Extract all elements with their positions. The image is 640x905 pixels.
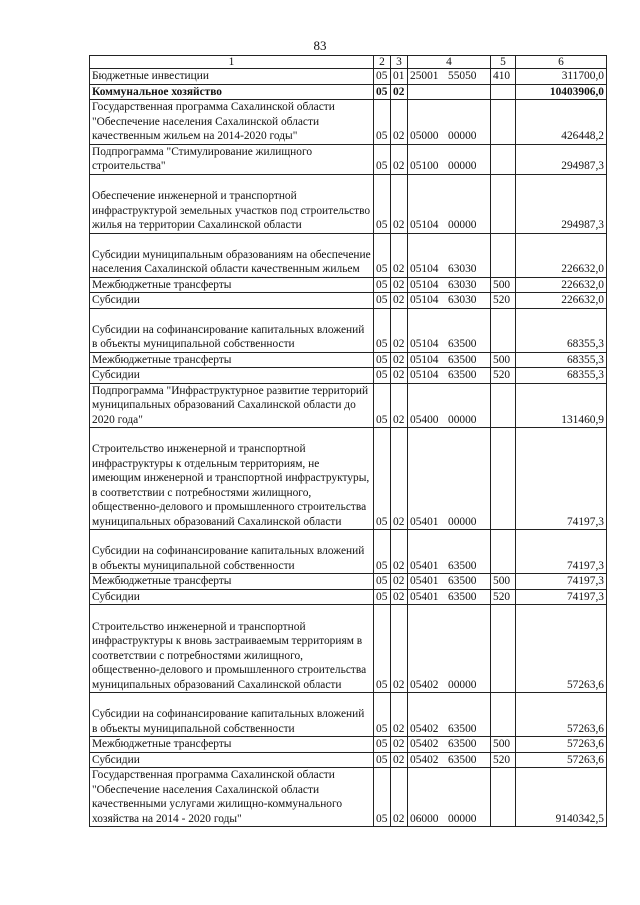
row-expense-type [491,428,516,530]
table-row [90,352,607,368]
row-target-article [408,308,491,352]
target-article-program: 25001 [410,70,439,82]
target-article-direction: 63500 [448,590,477,603]
target-article-direction: 00000 [448,413,477,426]
row-target-article [408,693,491,737]
table-row [90,233,607,277]
row-subsection: 02 [391,605,408,693]
row-expense-type: 410 [491,69,516,85]
row-name: Субсидии на софинансирование капитальных вложений в объекты муниципальной собственности [90,693,374,737]
target-article-program: 05104 [410,338,439,350]
row-name: Бюджетные инвестиции [90,69,374,85]
target-article-program: 05402 [410,722,439,735]
target-article-direction: 63500 [448,575,477,587]
target-article-program: 05401 [410,590,439,603]
row-amount: 74197,3 [516,428,607,530]
row-expense-type [491,693,516,737]
row-section: 05 [374,233,391,277]
row-section: 05 [374,277,391,293]
row-section: 05 [374,737,391,753]
row-target-article [408,174,491,233]
table-row [90,174,607,233]
row-expense-type: 520 [491,589,516,605]
row-target-article [408,100,491,145]
target-article-program: 05402 [410,678,439,691]
row-expense-type: 520 [491,293,516,309]
row-expense-type: 500 [491,737,516,753]
row-target-article [408,737,491,753]
row-expense-type [491,100,516,145]
target-article-program: 05402 [410,738,439,750]
row-name: Субсидии [90,293,374,309]
header-amount: 6 [516,56,607,69]
row-amount: 226632,0 [516,293,607,309]
target-article-direction: 00000 [448,219,477,231]
target-article-program: 05400 [410,413,439,426]
target-article-program: 05401 [410,559,439,572]
table-row [90,752,607,768]
row-target-article [408,752,491,768]
row-amount: 68355,3 [516,368,607,384]
row-subsection: 02 [391,428,408,530]
target-article-direction: 00000 [448,515,477,528]
row-subsection: 02 [391,84,408,100]
row-amount: 74197,3 [516,530,607,574]
row-expense-type [491,144,516,174]
row-name: Строительство инженерной и транспортной инфраструктуры к вновь застраиваемым территориям в соответствии с потребностями жилищного, общественно-делового и промышленного строительства муниципальных образований Сахалинской области [90,605,374,693]
target-article-direction: 63030 [448,263,477,275]
row-amount: 57263,6 [516,693,607,737]
row-amount: 311700,0 [516,69,607,85]
header-row [90,56,607,69]
header-expense-type: 5 [491,56,516,69]
row-name: Обеспечение инженерной и транспортной инфраструктурой земельных участков под строительство жилья на территории Сахалинской области [90,174,374,233]
target-article-direction: 63030 [448,294,477,306]
target-article-direction: 63500 [448,753,477,766]
row-name: Государственная программа Сахалинской области "Обеспечение населения Сахалинской области качественным жильем на 2014-2020 годы" [90,100,374,145]
row-target-article [408,574,491,590]
target-article-program: 05104 [410,278,439,291]
row-target-article [408,768,491,827]
target-article-direction: 63500 [448,369,477,381]
row-section: 05 [374,69,391,85]
row-name: Коммунальное хозяйство [90,84,374,100]
row-section: 05 [374,174,391,233]
row-section: 05 [374,368,391,384]
row-name: Субсидии на софинансирование капитальных вложений в объекты муниципальной собственности [90,308,374,352]
row-target-article [408,530,491,574]
row-subsection: 02 [391,752,408,768]
target-article-program: 05104 [410,369,439,381]
target-article-direction: 63500 [448,338,477,350]
target-article-program: 06000 [410,812,439,825]
target-article-program: 05104 [410,219,439,231]
row-section: 05 [374,605,391,693]
target-article-program: 05401 [410,575,439,587]
target-article-program: 05000 [410,130,439,142]
row-expense-type: 520 [491,752,516,768]
header-section: 2 [374,56,391,69]
row-section: 05 [374,530,391,574]
row-expense-type [491,174,516,233]
target-article-program: 05402 [410,753,439,766]
row-subsection: 02 [391,693,408,737]
target-article-direction: 55050 [448,70,477,82]
row-subsection: 02 [391,589,408,605]
header-name: 1 [90,56,374,69]
row-target-article [408,605,491,693]
row-expense-type [491,605,516,693]
target-article-program: 05104 [410,263,439,275]
row-expense-type [491,233,516,277]
table-row [90,277,607,293]
row-name: Межбюджетные трансферты [90,574,374,590]
row-subsection: 02 [391,144,408,174]
row-amount: 57263,6 [516,752,607,768]
row-section: 05 [374,693,391,737]
row-amount: 226632,0 [516,233,607,277]
row-subsection: 02 [391,368,408,384]
row-name: Межбюджетные трансферты [90,737,374,753]
row-name: Межбюджетные трансферты [90,352,374,368]
row-section: 05 [374,308,391,352]
row-subsection: 02 [391,530,408,574]
row-amount: 226632,0 [516,277,607,293]
table-row [90,768,607,827]
row-name: Субсидии [90,368,374,384]
row-target-article [408,144,491,174]
table-row [90,383,607,428]
row-section: 05 [374,352,391,368]
target-article-direction: 00000 [448,812,477,825]
row-amount: 57263,6 [516,737,607,753]
row-amount: 57263,6 [516,605,607,693]
row-amount: 294987,3 [516,144,607,174]
target-article-program: 05100 [410,160,439,172]
row-subsection: 02 [391,308,408,352]
header-target-article: 4 [408,56,491,69]
table-row [90,368,607,384]
row-expense-type [491,383,516,428]
row-subsection: 02 [391,233,408,277]
row-expense-type: 500 [491,352,516,368]
row-target-article [408,277,491,293]
row-subsection: 02 [391,737,408,753]
table-row [90,308,607,352]
row-amount: 74197,3 [516,574,607,590]
row-subsection: 02 [391,352,408,368]
row-section: 05 [374,574,391,590]
table-row [90,100,607,145]
row-expense-type: 500 [491,574,516,590]
budget-table [89,55,607,827]
row-section: 05 [374,589,391,605]
row-target-article [408,293,491,309]
table-row [90,293,607,309]
row-section: 05 [374,752,391,768]
row-expense-type [491,84,516,100]
row-amount: 426448,2 [516,100,607,145]
row-target-article [408,84,491,100]
row-name: Подпрограмма "Стимулирование жилищного строительства" [90,144,374,174]
target-article-direction: 00000 [448,130,477,142]
row-amount: 68355,3 [516,352,607,368]
row-target-article [408,383,491,428]
row-subsection: 02 [391,277,408,293]
table-row [90,144,607,174]
row-name: Субсидии муниципальным образованиям на обеспечение населения Сахалинской области качественным жильем [90,233,374,277]
table-row [90,693,607,737]
row-target-article [408,69,491,85]
target-article-direction: 00000 [448,678,477,691]
row-section: 05 [374,100,391,145]
row-expense-type: 500 [491,277,516,293]
row-amount: 294987,3 [516,174,607,233]
target-article-direction: 63500 [448,353,477,366]
row-section: 05 [374,84,391,100]
target-article-program: 05104 [410,294,439,306]
row-amount: 9140342,5 [516,768,607,827]
row-name: Подпрограмма "Инфраструктурное развитие территорий муниципальных образований Сахалинской области до 2020 года" [90,383,374,428]
row-section: 05 [374,383,391,428]
row-name: Межбюджетные трансферты [90,277,374,293]
row-amount: 10403906,0 [516,84,607,100]
row-subsection: 02 [391,574,408,590]
row-expense-type [491,308,516,352]
header-subsection: 3 [391,56,408,69]
table-row [90,589,607,605]
row-target-article [408,352,491,368]
target-article-direction: 63030 [448,278,477,291]
table-row [90,574,607,590]
target-article-direction: 00000 [448,160,477,172]
row-section: 05 [374,428,391,530]
row-expense-type [491,768,516,827]
row-section: 05 [374,768,391,827]
row-subsection: 02 [391,383,408,428]
table-row [90,605,607,693]
target-article-direction: 63500 [448,559,477,572]
row-name: Строительство инженерной и транспортной инфраструктуры к отдельным территориям, не имеющим инженерной и транспортной инфраструктуры, в соответствии с потребностями жилищного, общественно-делового и промышленного строительства муниципальных образований Сахалинской области [90,428,374,530]
row-name: Субсидии [90,752,374,768]
target-article-program: 05401 [410,515,439,528]
table-row [90,84,607,100]
row-subsection: 02 [391,768,408,827]
row-subsection: 02 [391,100,408,145]
target-article-direction: 63500 [448,738,477,750]
row-amount: 74197,3 [516,589,607,605]
row-subsection: 02 [391,293,408,309]
row-name: Субсидии [90,589,374,605]
row-target-article [408,233,491,277]
row-amount: 68355,3 [516,308,607,352]
row-name: Субсидии на софинансирование капитальных вложений в объекты муниципальной собственности [90,530,374,574]
row-section: 05 [374,144,391,174]
row-target-article [408,428,491,530]
row-subsection: 01 [391,69,408,85]
row-name: Государственная программа Сахалинской области "Обеспечение населения Сахалинской области качественными услугами жилищно-коммунального хозяйства на 2014 - 2020 годы" [90,768,374,827]
page-number: 83 [313,38,327,53]
row-target-article [408,589,491,605]
row-section: 05 [374,293,391,309]
row-amount: 131460,9 [516,383,607,428]
row-subsection: 02 [391,174,408,233]
row-expense-type [491,530,516,574]
table-row [90,737,607,753]
table-row [90,428,607,530]
row-expense-type: 520 [491,368,516,384]
target-article-direction: 63500 [448,722,477,735]
table-row [90,530,607,574]
row-target-article [408,368,491,384]
target-article-program: 05104 [410,353,439,366]
table-row [90,69,607,85]
